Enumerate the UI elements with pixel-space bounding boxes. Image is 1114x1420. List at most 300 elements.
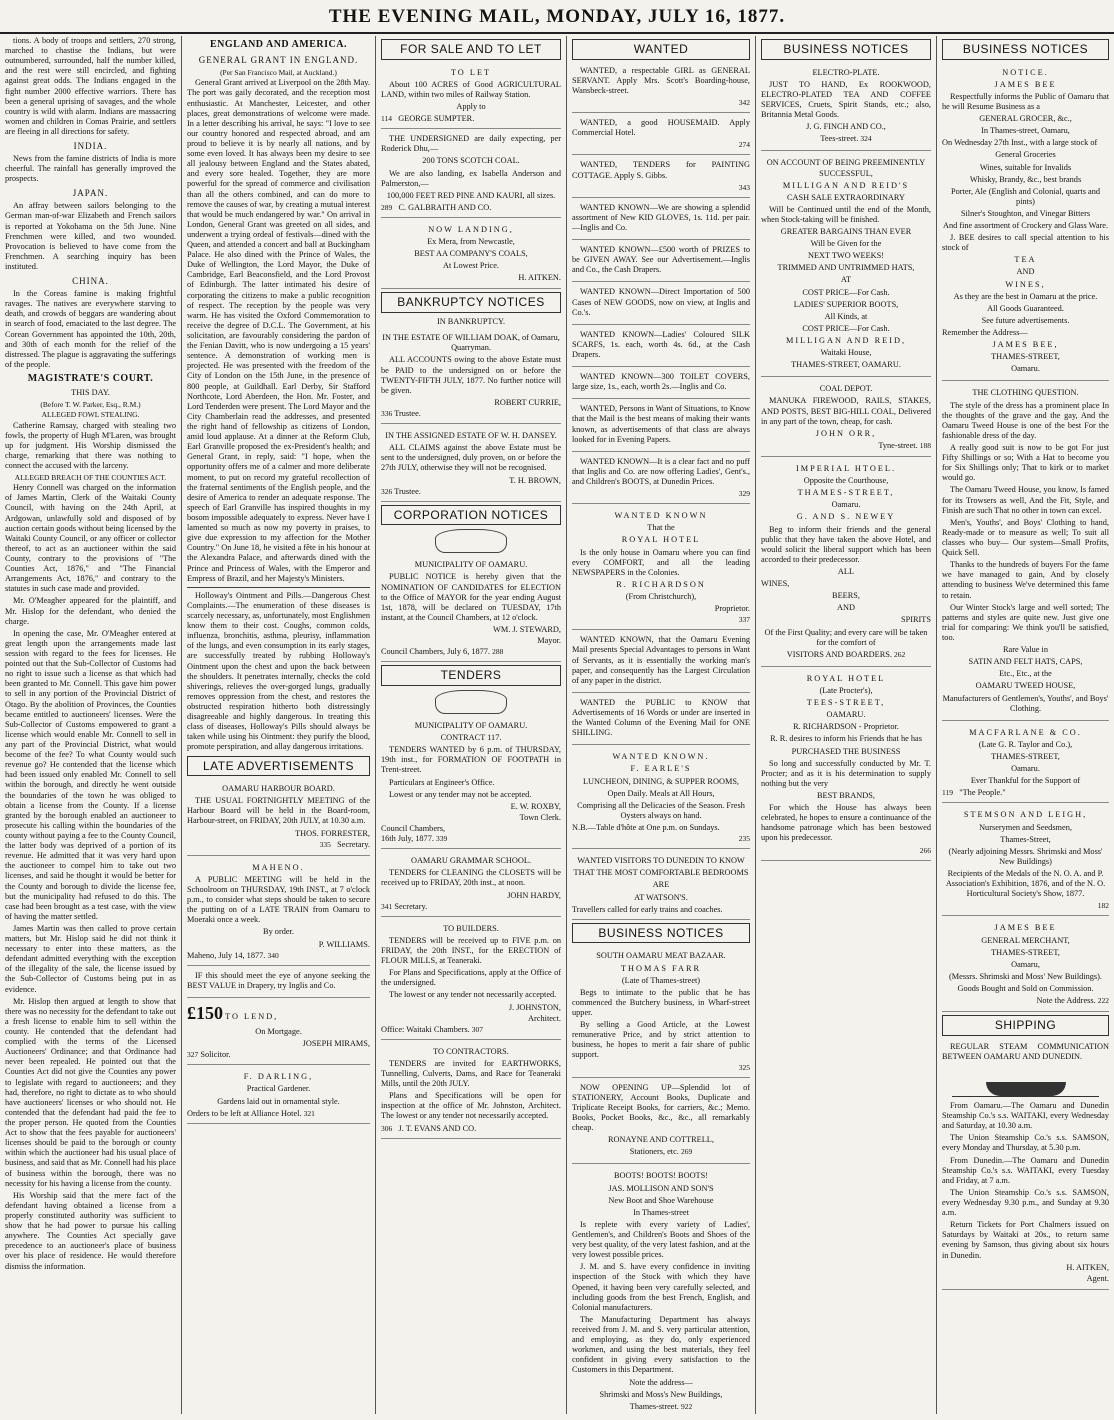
royal-heading: WANTED KNOWN (614, 511, 708, 521)
merchant-name: JAMES BEE (994, 923, 1057, 933)
aitken-price: At Lowest Price. (443, 261, 499, 271)
mollison-boots: BOOTS! BOOTS! BOOTS! (613, 1171, 709, 1181)
macfarlane-number: 119 (942, 788, 953, 798)
orr-name: JOHN ORR, (815, 428, 877, 438)
ronayne-text: NOW OPENING UP—Splendid lot of STATIONERY, Account Books, Duplicate and Triplicate Receipt Books, for carriers, &c.; Memo. Books, Pocket Books, &c., &c., all remarkably cheap. (572, 1082, 750, 1133)
milligan-street: THAMES-STREET, OAMARU. (791, 360, 901, 370)
galbraith-coal: 200 TONS SCOTCH COAL. (422, 156, 520, 166)
farr-text: Begs to intimate to the public that he has commenced the Butchery business, in Wharf-street upper. (572, 987, 750, 1017)
newey-visitors: VISITORS AND BOARDERS. (786, 649, 892, 659)
earle-open: Open Daily. Meals at All Hours, (607, 788, 715, 798)
article-holloway: Holloway's Ointment and Pills.—Dangerous Chest Complaints.—The enumeration of these diseases is scarcely necessary, as, unfortunately, most Englishmen know them to their cost. Coughs, common colds, influenza, bronchitis, asthma, pleurisy, inflammation of the lungs, and even consumption in its early stages, are successfully treated by rubbing Holloway's Ointment upon the chest and upon the back between the shoulders. It penetrates internally, checks the cold shiverings, relieves the over-gorged lungs, gradually removes oppression from the chest, and restores the obstructed respiration hitherto both distressingly disagreeable and highly dangerous. In treating this class of diseases, Holloway's Pills should always be taken while using his Ointment: they purify the blood, promote perspiration, and allay dangerous irritations. (187, 590, 370, 752)
darling-name: F. DARLING, (243, 1072, 314, 1082)
milligan-greater: GREATER BARGAINS THAN EVER (780, 227, 912, 237)
ad-maheno (187, 859, 370, 966)
ad-wanted-9 (572, 402, 750, 451)
bee-wines2: WINES, (1005, 279, 1046, 289)
ad-mail (572, 633, 750, 693)
royal-tees-late: (Late Procter's), (819, 685, 873, 695)
footpath-lowest: Lowest or any tender may not be accepted. (389, 789, 532, 799)
doak-number: 336 (381, 408, 393, 418)
nomination-signature: WM. J. STEWARD, (493, 625, 561, 635)
ad-wanted-3 (572, 158, 750, 197)
bee-whisky: Whisky, Brandy, &c., best brands (969, 174, 1082, 184)
royal-number: 337 (738, 615, 750, 625)
wanted-text: WANTED KNOWN—We are showing a splendid assortment of New KID GLOVES, 1s. 11d. per pair.—Inglis and Co. (572, 202, 750, 233)
aitken-mera: Ex Mera, from Newcastle, (427, 237, 515, 247)
clothing-verse-6: Our Winter Stock's large and well sorted; The patterns and styles are quite new. Just give one trial for comparing: We think you'll be satisfied, too. (942, 602, 1109, 642)
ad-dansey (381, 427, 561, 502)
earle-delicacies: Comprising all the Delicacies of the Season. Fresh Oysters always on hand. (577, 800, 745, 820)
bee-goods: General Groceries (995, 150, 1056, 160)
nomination-role: Mayor. (537, 636, 561, 646)
ad-wanted-10 (572, 455, 750, 504)
newey-spirits: SPIRITS (901, 615, 931, 625)
grammar-signature: JOHN HARDY, (507, 890, 561, 900)
public-text: WANTED the PUBLIC to KNOW that Advertisements of 16 Words or under are inserted in the Wanted Column of the Evening Mail for ONE SHILLING. (572, 697, 750, 738)
builders-heading: TO BUILDERS. (443, 923, 499, 933)
builders-lowest: The lowest or any tender not necessarily accepted. (389, 990, 557, 1000)
royal-role: Proprietor. (714, 604, 750, 614)
bee-town2: Oamaru. (1011, 364, 1040, 374)
ad-public (572, 696, 750, 745)
bankruptcy-sub: IN BANKRUPTCY. (436, 317, 506, 327)
merchant-buildings: (Messrs. Shrimski and Moss' New Buildings). (949, 971, 1102, 981)
ad-wanted-4 (572, 201, 750, 240)
imperial-street: THAMES-STREET, (797, 488, 895, 498)
clothing-manufacturers: Manufacturers of Gentlemen's, Youths', and Boys' Clothing. (942, 693, 1109, 713)
merchant-town: Oamaru, (1011, 959, 1040, 969)
ad-tolet (381, 64, 561, 130)
lend-title: TO LEND, (225, 1012, 279, 1021)
heading-england: ENGLAND AND AMERICA. (210, 39, 347, 50)
grammar-heading: OAMARU GRAMMAR SCHOOL. (410, 856, 532, 866)
farr-number: 325 (738, 1062, 750, 1072)
maheno-date: Maheno, July 14, 1877. (187, 950, 266, 960)
grammar-role: Secretary. (394, 901, 428, 911)
dansey-number: 326 (381, 486, 393, 496)
wanted-text: WANTED, Persons in Want of Situations, to Know that the Mail is the best means of making their wants known, as advertisements of that class are always looked for in Evening Papers. (572, 404, 750, 444)
royal-tees-number: 266 (919, 845, 931, 855)
bee-porter: Porter, Ale (English and Colonial, quarts and pints) (951, 186, 1100, 206)
earle-heading: WANTED KNOWN. (612, 752, 710, 762)
maheno-signature: P. WILLIAMS. (318, 939, 370, 949)
stemson-adjoining: (Nearly adjoining Messrs. Shrimski and Moss' New Buildings) (948, 846, 1103, 866)
tolet-signature: GEORGE SUMPTER. (398, 114, 475, 124)
royal-from: (From Christchurch), (625, 592, 697, 602)
galbraith-landing: We are also landing, ex Isabella Anderson and Palmerston,— (381, 168, 561, 188)
stemson-name: STEMSON AND LEIGH, (963, 810, 1088, 820)
article-grant: General Grant arrived at Liverpool on the 28th May. The port was gaily decorated, and the reception most enthusiastic. At Manchester, Leicester, and other places, great demonstrations of welcome were made. In a letter describing his arrival, he says: "I love to see our country honored and respected abroad, and am proud to believe it is by nearly all nations, and by some even loved. It has always been my desire to see all jealousy between England and the States abated, and every sore healed. Together, they are more powerful for the spread of commerce and civilisation than all the others combined, and can do more to remove the causes of war, by creating a mutual interest that would be much endangered by war." On arrival in London, General Grant was greeted on all sides, and underwent a trying ordeal of festivals—dined with the Queen, and attended a concert and ball at Buckingham Palace. He also dined with the Prince of Wales, the Duke of Wellington, the Lord Mayor, the Duke of Cambridge, Earl Beaconsfield, and the Lord Provost of Edinburgh. The latter intimated his desire of corporating the citizens to make a public recognition of respect. The reception by the people was very warm. He has visited the Oxford Commemoration to receive the degree of D.C.L. The Government, at his solicitation, are favourably considering the pardon of the Fenian Davitt, who is now undergoing a 15 years' sentence. A demonstration of working men is projected. He was presented with the freedom of the City of London on the 15th June, in the presence of 800 people, at Guildhall. Earl Derby, Sir Stafford Northcote, Lord Aberdeen, the Hon. Mr. Foster, and Lord Tenderden were present. The Lord Mayor and the City Chamberlain read the addresses, and presented the right hand of fellowship as citizens of London, amid loud applause. At a dinner at the Reform Club, Earl Granville proposed the ex-President's health; and General Grant, in reply, said: "I hope, when the opportunity offers me of a calmer and more deliberate moment, to put on record my grateful recollection of the fraternal sentiments of the English people, and the desire of America to render an adequate response. The speech of Earl Granville has inspired thoughts in my bosom impossible adequately to express. Never have I lamented so much as now my poverty in praises, to give due expression to my affection for the Mother Country." On June 18, he visited a fête in his honour at the Alexandra Palace, and afterwards dined with the Prince and Princess of Wales, with the Emperor and Empress of Brazil, and her Majesty's Ministers. (187, 78, 370, 583)
clothing-hats: SATIN AND FELT HATS, CAPS, (968, 657, 1083, 667)
doak-signature: ROBERT CURRIE, (494, 397, 561, 407)
heading-japan: JAPAN. (72, 188, 109, 199)
ad-harbour (187, 780, 370, 856)
royal-tees-brands: BEST BRANDS, (817, 790, 875, 800)
royal-that: That the (647, 523, 675, 533)
article-japan: An affray between sailors belonging to the German man-of-war Elizabeth and French sailors is reported at Yokohama on the 5th June. Nine Frenchmen were killed, and two wounded. Provocation is believed to have come from the Frenchmen. A searching inquiry has been instituted. (5, 201, 176, 272)
doak-heading: IN THE ESTATE OF WILLIAM DOAK, of Oamaru, Quarryman. (382, 333, 560, 353)
harbour-text: THE USUAL FORTNIGHTLY MEETING of the Harbour Board will be held in the Board-room, Harbour-street, on FRIDAY, 20th JULY, at 10.30 a.m. (187, 796, 370, 826)
orr-street: Tyne-street. (878, 440, 918, 450)
drapery-text: IF this should meet the eye of anyone seeking the BEST VALUE in Drapery, try Inglis and Co. (187, 970, 370, 990)
builders-role: Architect. (528, 1013, 561, 1023)
milligan-account: ON ACCOUNT OF BEING PREEMINENTLY SUCCESSFUL, (766, 158, 926, 178)
finch-text: JUST TO HAND, Ex ROOKWOOD, ELECTRO-PLATED TEA AND COFFEE SERVICES, Cruets, Spirit Stands, etc.; also, Britannia Metal Goods. (761, 79, 931, 120)
farr-heading: SOUTH OAMARU MEAT BAZAAR. (596, 951, 726, 961)
ad-aitken (381, 221, 561, 290)
heading-court: MAGISTRATE'S COURT. (27, 372, 154, 384)
ad-nomination (381, 556, 561, 662)
merchant-goods: Goods Bought and Sold on Commission. (957, 983, 1094, 993)
article-p1: Henry Connell was charged on the information of James Martin, Clerk of the Waitaki County Council, with having on the 24th April, at Ardgowan, unlawfully sold and disposed of by auction certain goods without being licensed by the Waitaki County Council, or any officer or collector thereof, to act as an auctioneer within the said County, contrary to the provisions of "The Counties Act, 1876," and "The Financial Arrangements Act, 1876," and contrary to the statutes in such case made and provided. (5, 483, 176, 594)
merchant-number: 222 (1097, 996, 1109, 1006)
stemson-street: Thames-Street, (1000, 834, 1051, 844)
mollison-address: Shrimski and Moss's New Buildings, (599, 1389, 723, 1399)
nomination-number: 288 (492, 647, 504, 657)
footpath-text: TENDERS WANTED by 6 p.m. of THURSDAY, 19th inst., for FORMATION OF FOOTPATH in Trent-street. (381, 745, 561, 775)
ronayne-number: 269 (680, 1147, 693, 1157)
column-wanted (567, 36, 756, 1414)
ad-contractors (381, 1043, 561, 1139)
finch-number: 324 (860, 134, 872, 144)
heading-corporation: CORPORATION NOTICES (381, 505, 561, 526)
ad-darling (187, 1068, 370, 1123)
watsons-bedrooms: THAT THE MOST COMFORTABLE BEDROOMS (573, 868, 749, 878)
earle-note: N.B.—Table d'hôte at One p.m. on Sundays. (572, 823, 720, 833)
macfarlane-name: MACFARLANE & CO. (969, 727, 1082, 737)
orr-heading: COAL DEPOT. (819, 384, 873, 394)
grant-source: (Per San Francisco Mail, at Auckland.) (220, 68, 337, 78)
ad-macfarlane (942, 724, 1109, 804)
builders-number: 307 (471, 1024, 483, 1034)
ad-bee-notice (942, 64, 1109, 382)
milligan-cost2: COST PRICE—For Cash. (802, 323, 890, 333)
ad-mollison (572, 1167, 750, 1414)
mollison-text: Is replete with every variety of Ladies', Gentlemen's, and Children's Boots and Shoes of the very best quality, of the very latest fashion, and at the very lowest possible prices. (572, 1219, 750, 1260)
ad-doak (381, 329, 561, 424)
heading-grant: GENERAL GRANT IN ENGLAND. (198, 55, 359, 66)
builders-plans: For Plans and Specifications, apply at the Office of the undersigned. (381, 968, 561, 988)
ad-milligan-sale (761, 154, 931, 377)
orr-number: 188 (919, 440, 931, 450)
ad-wanted-1 (572, 64, 750, 113)
nomination-date: Council Chambers, July 6, 1877. (381, 647, 491, 657)
footpath-particulars: Particulars at Engineer's Office. (389, 777, 495, 787)
wanted-text: WANTED KNOWN—Ladies' Coloured SILK SCARFS, 1s. each, worth 4s. 6d., at the Cash Drapers. (572, 329, 750, 360)
column-business (756, 36, 937, 1414)
ad-bee-merchant (942, 919, 1109, 1012)
shipping-3: From Dunedin.—The Oamaru and Dunedin Steamship Co.'s s.s. WAITAKI, every Tuesday and Friday, at 7 a.m. (942, 1155, 1109, 1185)
mollison-street: Thames-street. (629, 1401, 679, 1411)
ad-clothing (942, 384, 1109, 720)
shipping-1: From Oamaru.—The Oamaru and Dunedin Steamship Co.'s s.s. WAITAKI, every Wednesday and Saturday, at 10.30 a.m. (942, 1101, 1109, 1131)
dansey-heading: IN THE ASSIGNED ESTATE OF W. H. DANSEY. (385, 431, 557, 441)
ad-wanted-2 (572, 116, 750, 155)
lend-amount: £150 (187, 1003, 223, 1023)
doak-text: ALL ACCOUNTS owing to the above Estate must be PAID to the undersigned on or before the TWENTY-FIFTH JULY, 1877. No further notice will be given. (381, 355, 561, 395)
clothing-verse-3: The Oamaru Tweed House, you know, Is famed for its Trowsers as well, And the Fit, Style, and Finish are such That no other in town can excel. (942, 485, 1109, 515)
maheno-heading: MAHENO. (252, 862, 305, 872)
article-lead: tions. A body of troops and settlers, 270 strong, marched to chastise the Indians, but were outnumbered, surrounded, half the number killed, and the rest were still encircled, and fighting against great odds. The Indians engaged in the fight number 2000 effective warriors. There has been a general uprising of savages, and the whole country is wild with alarm. Indians are massacring women and children in Comas Prairie, and settlers are fleeing in all directions for safety. (5, 36, 176, 136)
ronayne-signature: RONAYNE AND COTTRELL, (608, 1135, 714, 1145)
stemson-trade: Nurserymen and Seedsmen, (979, 822, 1072, 832)
coat-of-arms-icon (435, 690, 507, 714)
wanted-number: 329 (738, 489, 750, 499)
ad-wanted-5 (572, 243, 750, 282)
milligan-given: Will be Given for the (810, 239, 882, 249)
lend-role: Solicitor. (200, 1050, 231, 1060)
farr-text2: By selling a Good Article, at the Lowest remunerative Price, and by strict attention to business, he hopes to merit a fair share of public support. (572, 1020, 750, 1060)
maheno-text: A PUBLIC MEETING will be held in the Schoolroom on THURSDAY, 19th INST., at 7 o'clock p.m., to consider what steps should be taken to secure the putting on of a LATE TRAIN from Oamaru to Moeraki once a week. (187, 874, 370, 925)
milligan-cash: CASH SALE EXTRAORDINARY (786, 192, 905, 202)
contractors-plans: Plans and Specifications will be open for inspection at the office of Mr. Johnston, Architect. The lowest or any tender not necessarily accepted. (381, 1091, 561, 1121)
heading-breach: ALLEGED BREACH OF THE COUNTIES ACT. (14, 473, 167, 483)
milligan-name2: MILLIGAN AND REID, (785, 336, 907, 346)
earle-number: 235 (738, 834, 750, 844)
finch-signature: J. G. FINCH AND CO., (806, 122, 886, 132)
milligan-next: NEXT TWO WEEKS! (807, 251, 885, 261)
royal-tees-name: ROYAL HOTEL (806, 673, 886, 683)
masthead (0, 6, 1114, 34)
mollison-sub: New Boot and Shoe Warehouse (608, 1195, 714, 1205)
footpath-role: Town Clerk. (519, 812, 561, 822)
shipping-role: Agent. (1086, 1273, 1109, 1283)
wanted-text: WANTED, TENDERS for PAINTING COTTAGE. Apply S. Gibbs. (572, 160, 750, 180)
maheno-number: 340 (267, 950, 279, 960)
stemson-medals: Recipients of the Medals of the N. O. A. and P. Association's Exhibition, 1876, and of the N. O. Horticultural Society's Show, 1877. (945, 868, 1106, 899)
newey-wines: WINES, (761, 579, 790, 589)
nomination-text: PUBLIC NOTICE is hereby given that the NOMINATION OF CANDIDATES for ELECTION to the Office of MAYOR for the year ending August 1st, 1878, will be declared on TUESDAY, 17th instant, at the Council Chambers, at 12 o'clock. (381, 572, 561, 622)
royal-tees-text2: For which the House has always been celebrated, he hopes to ensure a continuance of the handsome patronage which has been bestowed upon his predecessor. (761, 803, 931, 843)
article-p6: His Worship said that the mere fact of the defendant having obtained a license from a properly constituted authority was sufficient to show that he had power to pursue his calling anywhere. The Counties Act specially gave precedence to an auctioneer's place of business over his place of residence. He would therefore dismiss the information. (5, 1190, 176, 1271)
mollison-number: 922 (680, 1401, 693, 1411)
tolet-title: TO LET (450, 67, 492, 77)
court-before: (Before T. W. Parker, Esq., R.M.) (40, 400, 141, 410)
heading-india: INDIA. (73, 141, 108, 152)
column-business-2 (937, 36, 1114, 1414)
ad-shipping (942, 1040, 1109, 1290)
masthead-title: THE EVENING MAIL, MONDAY, JULY 16, 1877. (328, 6, 786, 27)
coat-of-arms-icon (435, 529, 507, 553)
royal-tees-text: So long and successfully conducted by Mr. T. Procter; and as it is his determination to supply nothing but the very (761, 758, 931, 788)
wanted-number: 343 (738, 182, 750, 192)
steamship-icon (952, 1066, 1099, 1097)
finch-street: Tees-street. (820, 134, 859, 144)
lend-mortgage: On Mortgage. (255, 1026, 302, 1036)
aitken-coals: BEST AA COMPANY'S COALS, (414, 249, 528, 259)
wanted-text: WANTED KNOWN—Direct Importation of 500 Cases of NEW GOODS, now on view, at Inglis and Co.'s. (572, 287, 750, 317)
ad-wanted-6 (572, 285, 750, 324)
heading-china: CHINA. (72, 276, 109, 287)
maheno-by: By order. (263, 927, 294, 937)
grammar-text: TENDERS for CLEANING the CLOSETS will be received up to FRIDAY, 20th inst., at noon. (381, 868, 561, 888)
milligan-hats: TRIMMED AND UNTRIMMED HATS, (777, 263, 915, 273)
builders-signature: J. JOHNSTON, (508, 1002, 561, 1012)
darling-role: Practical Gardener. (246, 1084, 311, 1094)
merchant-note: Note the Address. (1036, 996, 1096, 1006)
ad-wanted-7 (572, 328, 750, 367)
wanted-number: 274 (738, 140, 750, 150)
harbour-role: Secretary. (337, 839, 370, 849)
heading-fowl: ALLEGED FOWL STEALING. (41, 410, 140, 420)
clothing-verse-1: The style of the dress has a prominent place In the thoughts of the grave and the gay, And the Oamaru Tweed House is one of the best For the fashionable dress of the day. (942, 400, 1109, 440)
dansey-text: ALL CLAIMS against the above Estate must be sent to the undersigned, duly proven, on or before the 27th JULY, otherwise they will not be recognised. (381, 443, 561, 473)
ad-stemson (942, 806, 1109, 916)
column-sale (376, 36, 567, 1414)
footpath-date: 16th July, 1877. (381, 834, 434, 844)
newey-text: Beg to inform their friends and the general public that they have taken the above Hotel, and would solicit the liberal support which has been accorded to their predecessor. (761, 524, 931, 564)
bee-remember: Remember the Address— (942, 328, 1028, 338)
ad-lend (187, 1001, 370, 1065)
merchant-role: GENERAL MERCHANT, (981, 935, 1070, 945)
newey-heading: G. AND S. NEWEY (796, 512, 896, 522)
bee-tea: TEA (1014, 255, 1037, 265)
watsons-heading: WANTED VISITORS TO DUNEDIN TO KNOW (577, 856, 745, 866)
shipping-regular: REGULAR STEAM COMMUNICATION BETWEEN OAMARU AND DUNEDIN. (942, 1041, 1109, 1061)
ad-earle (572, 748, 750, 849)
royal-name: ROYAL HOTEL (621, 535, 701, 545)
heading-late-ads: LATE ADVERTISEMENTS (187, 756, 370, 777)
wanted-text: WANTED, a respectable GIRL as GENERAL SERVANT. Apply Mrs. Scott's Boarding-house, Wansbeck-street. (572, 65, 750, 95)
darling-orders: Orders to be left at Alliance Hotel. (187, 1108, 302, 1118)
farr-late: (Late of Thames-street) (621, 975, 701, 985)
article-india: News from the famine districts of India is more cheerful. The rainfall has generally improved the prospects. (5, 154, 176, 184)
footpath-number: 339 (436, 834, 448, 844)
lend-number: 327 (187, 1050, 199, 1060)
shipping-4: The Union Steamship Co.'s s.s. SAMSON, every Wednesday 9.30 p.m., and Sunday at 9.30 a.m. (942, 1187, 1109, 1218)
ad-footpath (381, 717, 561, 849)
royal-tees-street: TEES-STREET, (806, 698, 886, 708)
lend-signature: JOSEPH MIRAMS, (302, 1039, 370, 1049)
royal-tees-desires: R. R. desires to inform his Friends that he has (770, 734, 922, 744)
wanted-text: WANTED KNOWN—£500 worth of PRIZES to be GIVEN AWAY. See our Advertisement.—Inglis and Co., the Cash Drapers. (572, 245, 750, 275)
mail-text: WANTED KNOWN, that the Oamaru Evening Mail presents Special Advantages to persons in Want of Servants, as it is essentially the working man's paper, and consequently has the Largest Circulation of any paper in the district. (572, 635, 750, 685)
shipping-5: Return Tickets for Port Chalmers issued on Saturdays by Waitaki at 20s., to return same evening by Samson, thus giving about six hours in Dunedin. (942, 1220, 1109, 1260)
macfarlane-street: THAMES-STREET, (991, 751, 1060, 761)
bee-grocer: GENERAL GROCER, &c., (979, 114, 1072, 124)
clothing-house: OAMARU TWEED HOUSE, (975, 681, 1076, 691)
galbraith-number: 289 (381, 202, 393, 212)
bee-open: On Wednesday 27th Inst., with a large stock of (942, 138, 1098, 148)
heading-shipping: SHIPPING (942, 1015, 1109, 1036)
ad-farr (572, 947, 750, 1077)
heading-sale: FOR SALE AND TO LET (381, 39, 561, 60)
macfarlane-thanks: Ever Thankful for the Support of (970, 776, 1081, 786)
milligan-continued: Will be Continued until the end of the Month, when Stock-taking will be finished. (761, 204, 931, 224)
clothing-etc: Etc., Etc., at the (999, 669, 1052, 679)
mollison-text2: J. M. and S. have every confidence in inviting inspection of the Stock with which they have Opened, it having been very carefully selected, and including goods from the best French, English, and Colonial manufacturers. (572, 1262, 750, 1312)
shipping-signature: H. AITKEN, (1066, 1262, 1109, 1272)
bee-see: See future advertisements. (981, 315, 1070, 325)
aitken-title: NOW LANDING, (428, 224, 514, 234)
earle-name: F. EARLE'S (630, 764, 692, 774)
clothing-verse-2: A really good suit is now to be got For just Fifty Shillings or so; With a Hat to become you for Six Shillings only; That to kirk or to market would go. (942, 443, 1109, 483)
contractors-text: TENDERS are invited for EARTHWORKS, Tunnelling, Culverts, Dams, and Race for Teaneraki Mills, until the 20th JULY. (381, 1058, 561, 1089)
ad-galbraith (381, 132, 561, 218)
imperial-town: Oamaru. (831, 500, 861, 510)
bee-silner: Silner's Stoughton, and Vinegar Bitters (960, 208, 1091, 218)
builders-office: Office: Waitaki Chambers. (381, 1024, 470, 1034)
galbraith-pine: 100,000 FEET RED PINE AND KAURI, all sizes. (386, 190, 556, 200)
article-p4: James Martin was then called to prove certain matters, but Mr. Hislop said he did not think it necessary to enter into these matters, as the defendant admitted everything with the exception of the illegality of the sale, the license issued by the Sub-Collector of Customs being put in as evidence. (5, 923, 176, 994)
bee-notice: NOTICE. (1002, 67, 1049, 77)
milligan-house: Waitaki House, (820, 348, 872, 358)
clothing-verse-5: Thanks to the hundreds of buyers For the fame we have managed to gain, And by closely attending to business We've determined this fame to retain. (942, 560, 1109, 600)
wanted-number: 342 (738, 97, 750, 107)
tolet-number: 114 (381, 114, 392, 124)
tolet-apply: Apply to (456, 101, 486, 111)
column-news (0, 36, 182, 1414)
merchant-street: THAMES-STREET, (991, 947, 1060, 957)
macfarlane-town: Oamaru. (1011, 764, 1040, 774)
darling-number: 321 (303, 1108, 315, 1118)
heading-business: BUSINESS NOTICES (942, 39, 1109, 60)
royal-signature: R. RICHARDSON (616, 579, 706, 589)
ad-ronayne (572, 1081, 750, 1165)
aitken-signature: H. AITKEN. (518, 273, 561, 283)
watsons-are: ARE (652, 880, 670, 890)
article-p5: Mr. Hislop then argued at length to show that there was no necessity for the defendant to take out a fresh license to enable him to sell within the county. He contended that the defendant had complied with the terms of the Licensed Auctioneers' Ordinance; and that Ordinance had never been repealed. He pointed out that the Counties Act did not give the Counties any power to legislate with regard to auctioneers; and they had, therefore, no right to dictate as to who should have auctioneers' licenses or who should not. He contended that the defendant had paid the fee to the proper person. He quoted from the Counties Act to show that the fees payable for auctioneers' licenses should be paid to the borough or county within which the auctioneer had his usual place of business, and said that as Mr. Connell had his place of business within the borough, there was no necessity for his having a license from the county. (5, 996, 176, 1188)
imperial-name: IMPERIAL HTOEL. (795, 464, 897, 474)
ronayne-role: Stationers, etc. (629, 1147, 679, 1157)
newey-and: AND (837, 603, 855, 613)
bee-wines: Wines, suitable for Invalids (979, 162, 1072, 172)
ad-royal-tees (761, 670, 931, 861)
harbour-heading: OAMARU HARBOUR BOARD. (222, 784, 335, 794)
mollison-heading: JAS. MOLLISON AND SON'S (608, 1183, 714, 1193)
ad-orr (761, 380, 931, 457)
heading-bankruptcy: BANKRUPTCY NOTICES (381, 292, 561, 313)
footpath-contract: CONTRACT 117. (440, 733, 502, 743)
milligan-at: AT (840, 275, 852, 285)
newey-number: 262 (894, 649, 906, 659)
article-fowl: Catherine Ramsay, charged with stealing two fowls, the property of Hugh M'Laren, was brought up for judgment. His Worship dismissed the charge, remarking that there was nothing to connect the accused with the larceny. (5, 420, 176, 470)
ad-builders (381, 920, 561, 1040)
darling-text: Gardens laid out in ornamental style. (217, 1096, 340, 1106)
ad-drapery (187, 969, 370, 998)
newey-beers: BEERS, (832, 591, 860, 601)
court-day: THIS DAY. (71, 388, 110, 398)
earle-rooms: LUNCHEON, DINING, & SUPPER ROOMS, (582, 776, 740, 786)
grammar-number: 341 (381, 901, 393, 911)
article-p3: In opening the case, Mr. O'Meagher entered at great length upon the arrangements made last session with regard to the fees for licenses. He pointed out that the Sub-Collector of Customs had no right to issue such a license as that which had been granted to Mr. Connell. This gave him power to sell in any portion of the Provincial District of Otago. By the abolition of Provinces, the Counties became entitled to auctioneers' licenses. Were the Sub-Collector of Customs empowered to grant a license which would enable Mr. Connell to sell in any part of the Provincial District, what would become of the fee? To what County would such revenue go? He contended that the license which had been issued only enabled Mr. Connell to sell within the borough, and directly he went outside the boundaries of the town he was obliged to obtain a license from the County. If a license granted by the borough enabled an auctioneer to prosecute his calling within the boundaries of the county without paying a fee to the County Council, the latter body was deprived of a portion of its revenue. He admitted that it was very hard upon the auctioneer to compel him to take out two licenses, and said he thought it would be better for the County and borough to divide the license fee, but the municipality had refused to do this. The case had been brought as a test case, with the view of having the matter settled. (5, 628, 176, 921)
nomination-muni: MUNICIPALITY OF OAMARU. (414, 560, 528, 570)
harbour-signature: THOS. FORRESTER, (295, 828, 370, 838)
wanted-text: WANTED KNOWN—It is a clear fact and no puff that Inglis and Co. are now offering Ladies', Gent's., and Children's BOOTS, at Dunedin Prices. (572, 456, 750, 486)
footpath-muni: MUNICIPALITY OF OAMARU. (414, 720, 528, 730)
ad-watsons (572, 852, 750, 920)
contractors-heading: TO CONTRACTORS. (433, 1046, 509, 1056)
watsons-at: AT WATSON'S. (634, 892, 688, 902)
bee-text: Respectfully informs the Public of Oamaru that he will Resume Business as a (942, 91, 1109, 111)
bee-attention: J. BEE desires to call special attention to his stock of (942, 233, 1109, 253)
dansey-role: Trustee. (394, 486, 421, 496)
ad-grammar (381, 852, 561, 917)
orr-text: MANUKA FIREWOOD, RAILS, STAKES, AND POSTS, BEST BIG-HILL COAL, Delivered in any part of the town, cheap, for cash. (761, 396, 931, 426)
bee-street: In Thames-street, Oamaru, (981, 126, 1070, 136)
ad-royal-hotel (572, 507, 750, 630)
royal-tees-purchased: PURCHASED THE BUSINESS (791, 746, 901, 756)
footpath-signature: E. W. ROXBY, (510, 801, 561, 811)
heading-tenders: TENDERS (381, 665, 561, 686)
galbraith-expect: THE UNDERSIGNED are daily expecting, per Roderick Dhu,— (381, 134, 561, 154)
ad-finch (761, 64, 931, 152)
milligan-boots: LADIES' SUPERIOR BOOTS, (793, 299, 899, 309)
royal-tees-town: OAMARU. (826, 710, 866, 720)
mollison-note: Note the address— (629, 1377, 693, 1387)
finch-heading: ELECTRO-PLATE. (812, 67, 880, 77)
